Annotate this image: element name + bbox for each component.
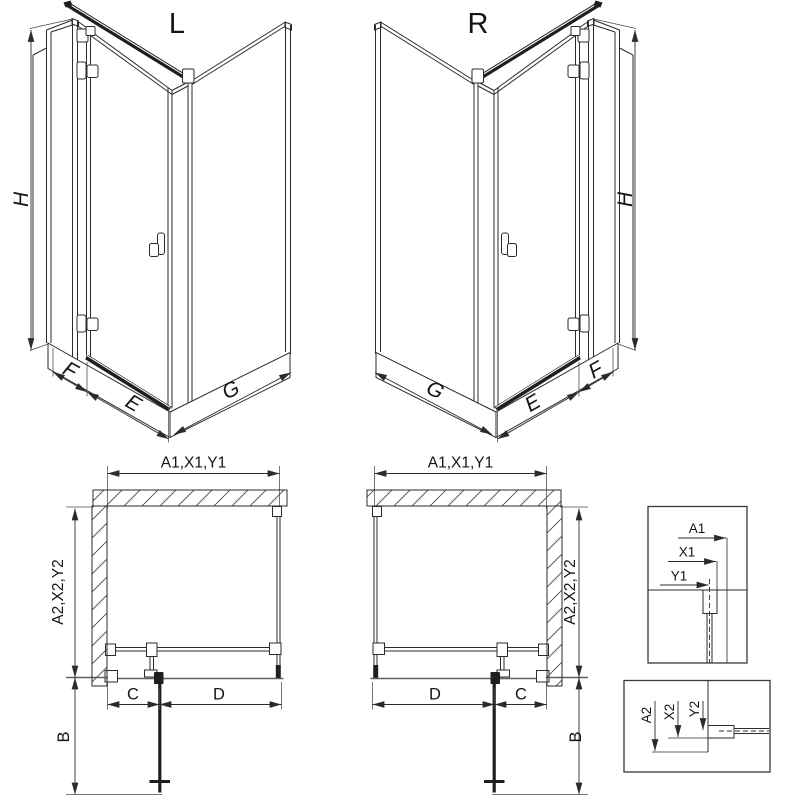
dim-label-e-left: E: [121, 389, 146, 417]
plan-left-depth-label: A2,X2,Y2: [50, 559, 67, 625]
plan-right-depth-label: A2,X2,Y2: [562, 559, 579, 625]
bar-corner-clamp: [183, 69, 195, 83]
dim-label-g-right: G: [422, 376, 448, 405]
dim-label-e-right: E: [520, 389, 545, 417]
detail-y2-label: Y2: [687, 700, 702, 718]
detail-x2-label: X2: [662, 703, 677, 721]
plan-right-side-wall: [547, 506, 562, 686]
wall-profile-section: [703, 590, 717, 614]
plan-right-width-label: A1,X1,Y1: [427, 454, 494, 472]
dim-label-h-left: H: [10, 191, 33, 207]
dim-label-g-left: G: [218, 376, 244, 405]
detail-box-depth: [624, 681, 770, 773]
plan-right-back-wall: [367, 490, 561, 506]
detail-a2-label: A2: [639, 706, 654, 724]
plan-left-fixed-label: C: [127, 685, 139, 704]
bar-tee-fitting: [147, 643, 158, 657]
hinge-bottom: [77, 315, 98, 332]
plan-left-side-wall: [92, 506, 107, 686]
plan-left-door-open-label: B: [55, 731, 73, 743]
iso-right-title: R: [467, 8, 489, 40]
detail-y1-label: Y1: [670, 568, 688, 584]
dim-label-f-right: F: [584, 357, 608, 384]
plan-left-width-label: A1,X1,Y1: [160, 454, 227, 472]
plan-left-back-wall: [93, 490, 287, 506]
dim-label-h-right: H: [614, 191, 637, 207]
door-handle: [150, 233, 165, 257]
plan-left-door-label: D: [213, 685, 225, 704]
detail-a1-label: A1: [688, 521, 706, 536]
iso-left-title: L: [168, 8, 186, 40]
plan-right-door-label: D: [429, 685, 441, 704]
detail-x1-label: X1: [678, 544, 696, 560]
plan-right-door-open-label: B: [567, 731, 585, 743]
dim-label-f-left: F: [58, 357, 82, 384]
shower-tray-front: [48, 343, 170, 438]
plan-right-fixed-label: C: [515, 685, 527, 704]
hinge-top: [77, 62, 98, 79]
wall-profile-bracket: [273, 507, 282, 517]
wall-profile-section: [708, 726, 734, 739]
